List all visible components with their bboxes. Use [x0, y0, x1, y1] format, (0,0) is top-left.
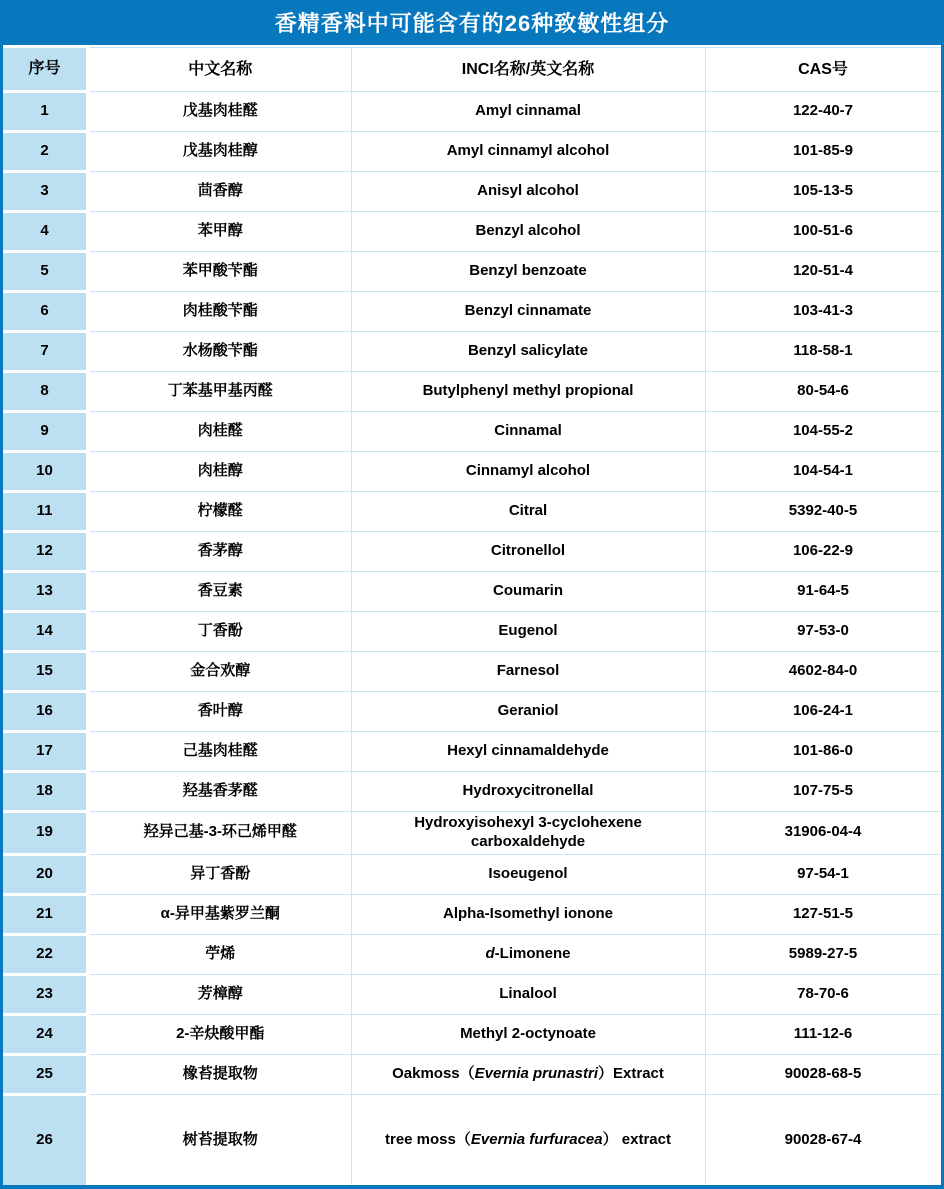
- english-name-cell: Geraniol: [351, 692, 705, 732]
- english-name-cell: Citral: [351, 492, 705, 532]
- english-name-cell: Eugenol: [351, 612, 705, 652]
- chinese-name-cell: α-异甲基紫罗兰酮: [88, 894, 351, 934]
- text-segment: Oakmoss（: [392, 1064, 475, 1082]
- table-row: [3, 132, 941, 172]
- text-segment: -Limonene: [494, 944, 571, 962]
- table-row: [3, 572, 941, 612]
- row-number-cell: 26: [3, 1094, 88, 1186]
- chinese-name-cell: 己基肉桂醛: [88, 732, 351, 772]
- table-row: [3, 332, 941, 372]
- cas-number-cell: 90028-67-4: [705, 1094, 941, 1186]
- english-name-cell: Butylphenyl methyl propional: [351, 372, 705, 412]
- row-number-cell: 15: [3, 652, 88, 692]
- table-row: [3, 732, 941, 772]
- chinese-name-cell: 香茅醇: [88, 532, 351, 572]
- english-name-cell: Hydroxyisohexyl 3-cyclohexene carboxaldehyde: [351, 812, 705, 855]
- english-name-cell: Cinnamal: [351, 412, 705, 452]
- chinese-name-cell: 2-辛炔酸甲酯: [88, 1014, 351, 1054]
- cas-number-cell: 100-51-6: [705, 212, 941, 252]
- table-row: [3, 492, 941, 532]
- english-name-cell: [351, 1094, 705, 1186]
- cas-number-cell: 5989-27-5: [705, 934, 941, 974]
- row-number-cell: 14: [3, 612, 88, 652]
- column-header-cas-number: CAS号: [705, 48, 941, 92]
- table-row: [3, 934, 941, 974]
- chinese-name-cell: 丁苯基甲基丙醛: [88, 372, 351, 412]
- text-segment: tree moss（: [385, 1130, 471, 1148]
- cas-number-cell: 31906-04-4: [705, 812, 941, 855]
- table-row: [3, 172, 941, 212]
- italic-text-segment: d: [485, 944, 495, 962]
- row-number-cell: 4: [3, 212, 88, 252]
- row-number-cell: 7: [3, 332, 88, 372]
- cas-number-cell: 78-70-6: [705, 974, 941, 1014]
- column-header-inci-english-name: INCI名称/英文名称: [351, 48, 705, 92]
- english-name-cell: Linalool: [351, 974, 705, 1014]
- table-row: [3, 92, 941, 132]
- row-number-cell: 10: [3, 452, 88, 492]
- table-row: [3, 812, 941, 855]
- table-row: [3, 1014, 941, 1054]
- cas-number-cell: 90028-68-5: [705, 1054, 941, 1094]
- table-row: [3, 894, 941, 934]
- row-number-cell: 12: [3, 532, 88, 572]
- table-row: [3, 692, 941, 732]
- chinese-name-cell: 异丁香酚: [88, 854, 351, 894]
- cas-number-cell: 4602-84-0: [705, 652, 941, 692]
- chinese-name-cell: 苧烯: [88, 934, 351, 974]
- english-name-cell: Benzyl alcohol: [351, 212, 705, 252]
- english-name-cell: Methyl 2-octynoate: [351, 1014, 705, 1054]
- chinese-name-cell: 戊基肉桂醇: [88, 132, 351, 172]
- cas-number-cell: 101-85-9: [705, 132, 941, 172]
- table-row: [3, 772, 941, 812]
- row-number-cell: 16: [3, 692, 88, 732]
- chinese-name-cell: 羟基香茅醛: [88, 772, 351, 812]
- table-row: [3, 652, 941, 692]
- page-title: 香精香料中可能含有的26种致敏性组分: [0, 0, 944, 45]
- english-name-cell: Cinnamyl alcohol: [351, 452, 705, 492]
- english-name-cell: Coumarin: [351, 572, 705, 612]
- table-row: [3, 212, 941, 252]
- chinese-name-cell: 水杨酸苄酯: [88, 332, 351, 372]
- table-body: [3, 92, 941, 1187]
- english-name-cell: Farnesol: [351, 652, 705, 692]
- cas-number-cell: 104-54-1: [705, 452, 941, 492]
- chinese-name-cell: 羟异己基-3-环己烯甲醛: [88, 812, 351, 855]
- cas-number-cell: 122-40-7: [705, 92, 941, 132]
- row-number-cell: 22: [3, 934, 88, 974]
- chinese-name-cell: 丁香酚: [88, 612, 351, 652]
- english-name-cell: Anisyl alcohol: [351, 172, 705, 212]
- cas-number-cell: 105-13-5: [705, 172, 941, 212]
- english-name-cell: Hydroxycitronellal: [351, 772, 705, 812]
- italic-text-segment: Evernia prunastri: [474, 1064, 599, 1082]
- table-row: [3, 292, 941, 332]
- chinese-name-cell: 肉桂醛: [88, 412, 351, 452]
- english-name-cell: Alpha-Isomethyl ionone: [351, 894, 705, 934]
- text-segment: ） extract: [602, 1130, 671, 1148]
- table-row: [3, 854, 941, 894]
- cas-number-cell: 111-12-6: [705, 1014, 941, 1054]
- table-row: [3, 612, 941, 652]
- row-number-cell: 20: [3, 854, 88, 894]
- italic-text-segment: Evernia furfuracea: [470, 1130, 603, 1148]
- english-name-cell: Benzyl benzoate: [351, 252, 705, 292]
- row-number-cell: 17: [3, 732, 88, 772]
- chinese-name-cell: 金合欢醇: [88, 652, 351, 692]
- row-number-cell: 5: [3, 252, 88, 292]
- table-row: [3, 252, 941, 292]
- row-number-cell: 21: [3, 894, 88, 934]
- english-name-cell: Amyl cinnamal: [351, 92, 705, 132]
- english-name-cell: Benzyl salicylate: [351, 332, 705, 372]
- table-row: [3, 452, 941, 492]
- row-number-cell: 18: [3, 772, 88, 812]
- row-number-cell: 2: [3, 132, 88, 172]
- cas-number-cell: 104-55-2: [705, 412, 941, 452]
- cas-number-cell: 101-86-0: [705, 732, 941, 772]
- row-number-cell: 19: [3, 812, 88, 855]
- chinese-name-cell: 苯甲酸苄酯: [88, 252, 351, 292]
- row-number-cell: 8: [3, 372, 88, 412]
- chinese-name-cell: 香叶醇: [88, 692, 351, 732]
- cas-number-cell: 91-64-5: [705, 572, 941, 612]
- column-header-chinese-name: 中文名称: [88, 48, 351, 92]
- english-name-cell: Benzyl cinnamate: [351, 292, 705, 332]
- row-number-cell: 24: [3, 1014, 88, 1054]
- cas-number-cell: 107-75-5: [705, 772, 941, 812]
- chinese-name-cell: 戊基肉桂醛: [88, 92, 351, 132]
- cas-number-cell: 106-22-9: [705, 532, 941, 572]
- row-number-cell: 13: [3, 572, 88, 612]
- row-number-cell: 6: [3, 292, 88, 332]
- cas-number-cell: 97-53-0: [705, 612, 941, 652]
- column-header-no: 序号: [3, 48, 88, 92]
- chinese-name-cell: 茴香醇: [88, 172, 351, 212]
- table-row: [3, 974, 941, 1014]
- english-name-cell: [351, 1054, 705, 1094]
- cas-number-cell: 106-24-1: [705, 692, 941, 732]
- row-number-cell: 9: [3, 412, 88, 452]
- cas-number-cell: 118-58-1: [705, 332, 941, 372]
- chinese-name-cell: 柠檬醛: [88, 492, 351, 532]
- cas-number-cell: 97-54-1: [705, 854, 941, 894]
- row-number-cell: 25: [3, 1054, 88, 1094]
- cas-number-cell: 120-51-4: [705, 252, 941, 292]
- chinese-name-cell: 肉桂醇: [88, 452, 351, 492]
- chinese-name-cell: 芳樟醇: [88, 974, 351, 1014]
- allergen-table: [3, 47, 942, 1187]
- table-row: [3, 1094, 941, 1186]
- english-name-cell: Amyl cinnamyl alcohol: [351, 132, 705, 172]
- chinese-name-cell: 香豆素: [88, 572, 351, 612]
- table-row: [3, 1054, 941, 1094]
- chinese-name-cell: 橡苔提取物: [88, 1054, 351, 1094]
- row-number-cell: 23: [3, 974, 88, 1014]
- row-number-cell: 1: [3, 92, 88, 132]
- chinese-name-cell: 苯甲醇: [88, 212, 351, 252]
- cas-number-cell: 103-41-3: [705, 292, 941, 332]
- table-row: [3, 412, 941, 452]
- chinese-name-cell: 树苔提取物: [88, 1094, 351, 1186]
- english-name-cell: Hexyl cinnamaldehyde: [351, 732, 705, 772]
- cas-number-cell: 5392-40-5: [705, 492, 941, 532]
- text-segment: ）Extract: [598, 1064, 664, 1082]
- row-number-cell: 3: [3, 172, 88, 212]
- table-row: [3, 372, 941, 412]
- english-name-cell: [351, 934, 705, 974]
- table-row: [3, 532, 941, 572]
- cas-number-cell: 80-54-6: [705, 372, 941, 412]
- row-number-cell: 11: [3, 492, 88, 532]
- chinese-name-cell: 肉桂酸苄酯: [88, 292, 351, 332]
- english-name-cell: Isoeugenol: [351, 854, 705, 894]
- header-row: [3, 48, 941, 92]
- english-name-cell: Citronellol: [351, 532, 705, 572]
- cas-number-cell: 127-51-5: [705, 894, 941, 934]
